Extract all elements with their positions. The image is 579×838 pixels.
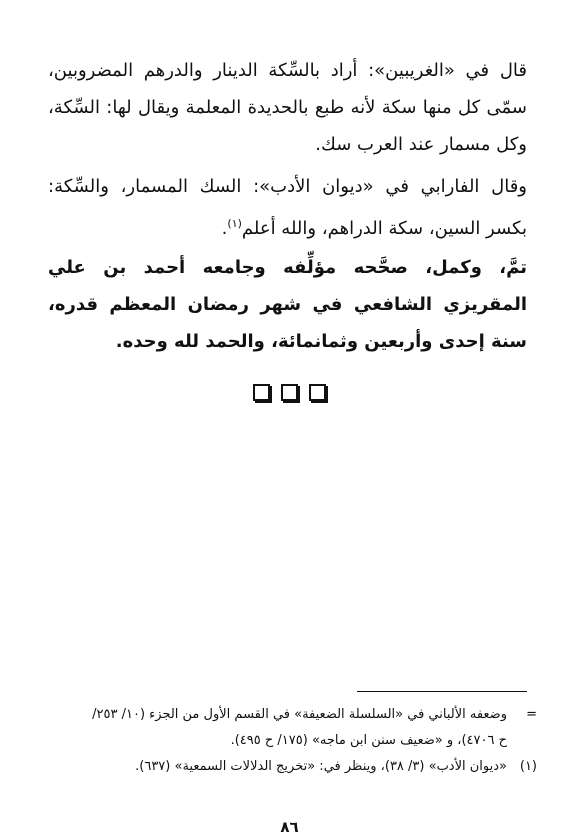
paragraph-farabi-end: . — [221, 218, 228, 239]
ornament-square-icon — [309, 384, 326, 401]
ornament-square-icon — [253, 384, 270, 401]
footnote-reference[interactable]: (١) — [227, 217, 242, 230]
footnote-continuation-line: وضعفه الألباني في «السلسلة الضعيفة» في القسم الأول من الجزء (١٠/ ٢٥٣/ — [92, 707, 507, 722]
paragraph-colophon: تمَّ، وكمل، صحَّحه مؤلِّفه وجامعه أحمد بن علي المقريزي الشافعي في شهر رمضان المعظم قدره، سنة إحدى وأربعين وثمانمائة، والحمد لله وحده. — [48, 257, 527, 352]
footnote-continuation — [40, 702, 537, 754]
footnote-continuation-mark: = — [526, 707, 537, 722]
paragraph-dictionary-definition: قال في «الغريبين»: أراد بالسِّكة الدينار والدرهم المضروبين، سمّى كل منها سكة لأنه طبع بالحديدة المعلمة ويقال لها: السِّكة، وكل مسمار عند العرب سك. — [48, 60, 527, 155]
footnote-number: (١) — [519, 759, 537, 774]
footnote-1 — [40, 754, 537, 780]
paragraph-farabi-text: وقال الفارابي في «ديوان الأدب»: السك المسمار، والسِّكة: بكسر السين، سكة الدراهم، والله أعلم — [48, 176, 527, 239]
footnote-continuation-line: ح ٤٧٠٦)، و «ضعيف سنن ابن ماجه» (١٧٥/ ح ٤٩٥). — [230, 733, 507, 748]
section-divider-ornament — [0, 384, 579, 405]
footnote-separator — [357, 691, 527, 692]
page-number: ٨٦ — [280, 818, 299, 836]
footnote-text: «ديوان الأدب» (٣/ ٣٨)، وينظر في: «تخريج الدلالات السمعية» (٦٣٧). — [135, 759, 507, 774]
ornament-square-icon — [281, 384, 298, 401]
paragraph-farabi-quote — [48, 168, 527, 247]
footnotes-section — [40, 702, 537, 780]
